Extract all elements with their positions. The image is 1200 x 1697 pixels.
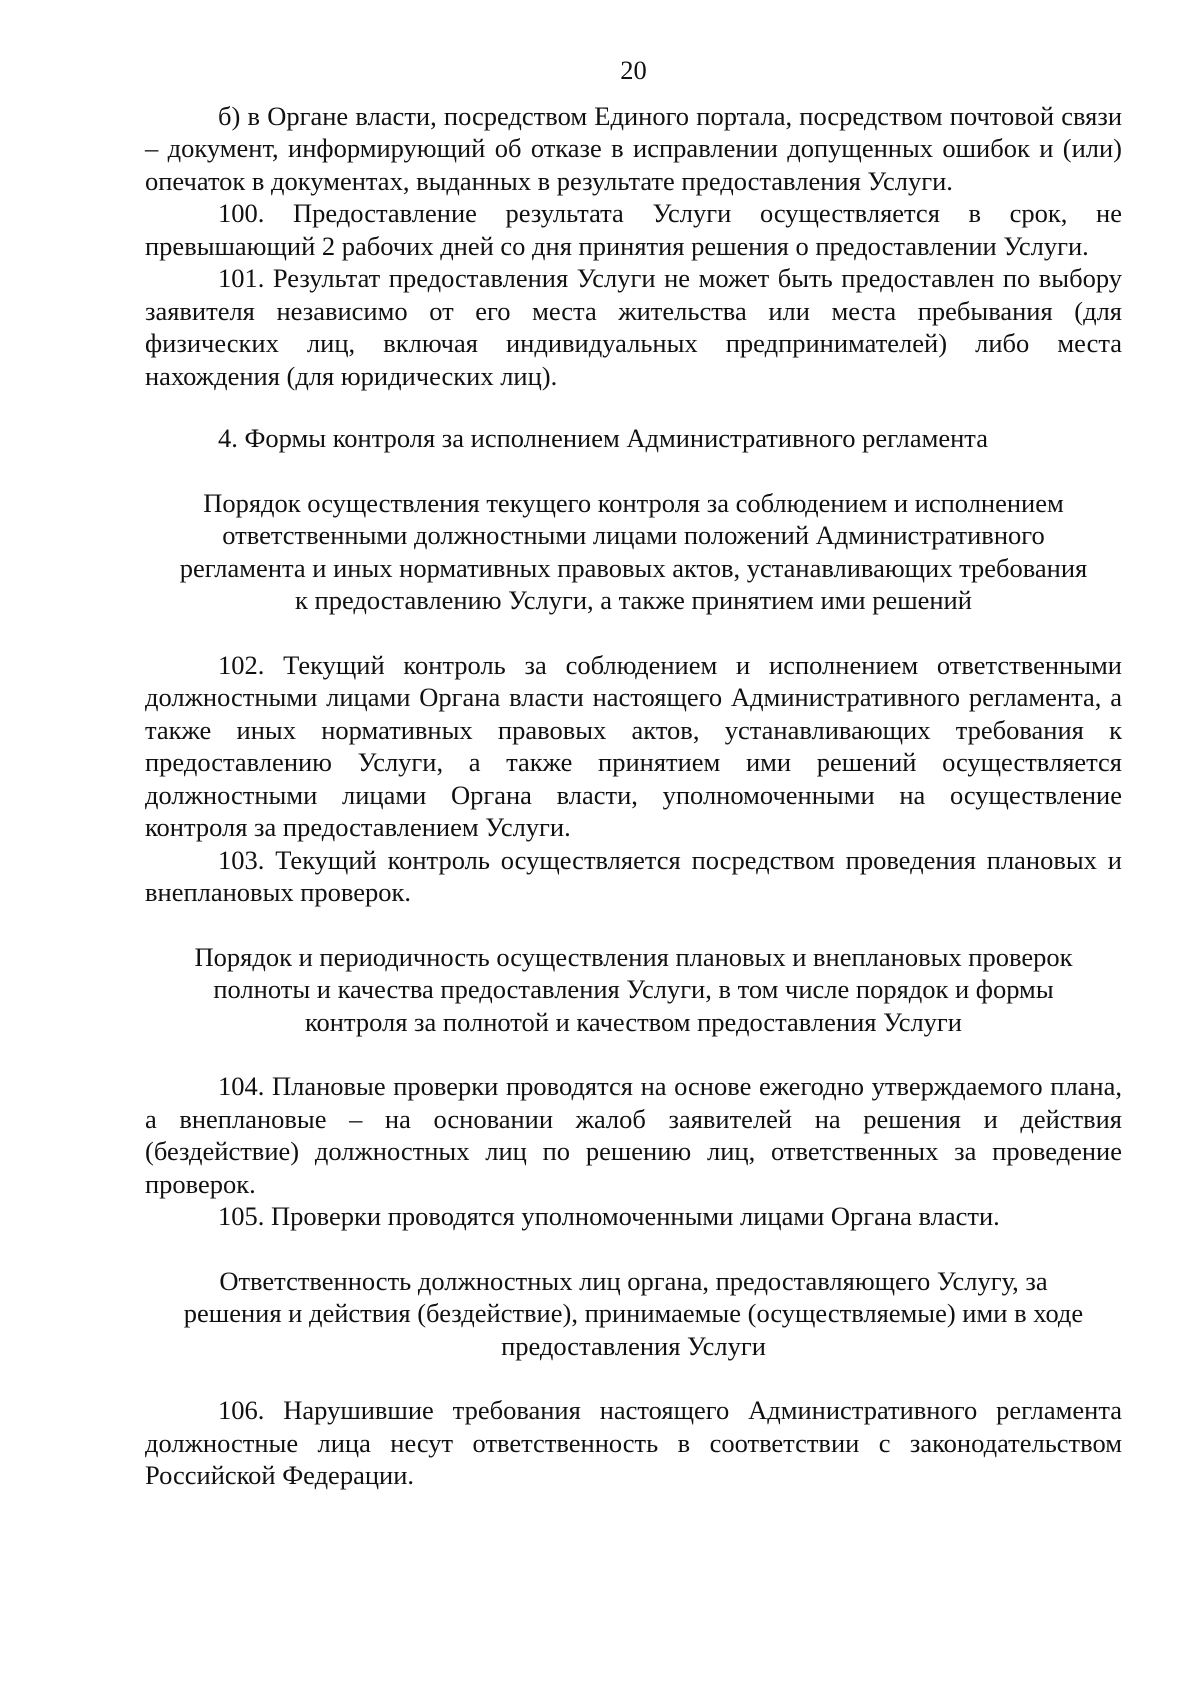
subheading-line: Порядок осуществления текущего контроля за соблюдением и исполнением [203,487,1064,518]
document-page [145,54,1122,1492]
paragraph-103: 103. Текущий контроль осуществляется посредством проведения плановых и внеплановых проверок. [145,844,1122,907]
subheading-line: контроля за полнотой и качеством предоставления Услуги [305,1006,962,1037]
paragraph-105: 105. Проверки проводятся уполномоченными лицами Органа власти. [218,1201,1000,1231]
section-heading: 4. Формы контроля за исполнением Административного регламента [218,423,988,453]
subheading-line: регламента и иных нормативных правовых актов, устанавливающих требования [179,552,1088,583]
subheading-line: Порядок и периодичность осуществления плановых и внеплановых проверок [194,941,1073,972]
paragraph-104: 104. Плановые проверки проводятся на основе ежегодно утверждаемого плана, а внеплановые – на основании жалоб заявителей на решения и действия (бездействие) должностных лиц по решению лиц, ответственных за проведение проверок. [145,1071,1122,1199]
page-number: 20 [620,55,647,85]
paragraph-102: 102. Текущий контроль за соблюдением и исполнением ответственными должностными лицами Органа власти настоящего Административного регламента, а также иных нормативных правовых актов, устанавливающих требования к предоставлению Услуги, а также принятием ими решений осуществляется должностными лицами Органа власти, уполномоченными на осуществление контроля за предоставлением Услуги. [145,649,1122,842]
subheading-line: предоставления Услуги [501,1330,766,1361]
subheading-current-control [145,487,1122,617]
subheading-inspections [145,941,1122,1039]
paragraph-101: 101. Результат предоставления Услуги не может быть предоставлен по выбору заявителя независимо от его места жительства или места пребывания (для физических лиц, включая индивидуальных предпринимателей) либо места нахождения (для юридических лиц). [145,263,1122,391]
subheading-responsibility [145,1265,1122,1363]
subheading-line: решения и действия (бездействие), принимаемые (осуществляемые) ими в ходе [183,1298,1084,1328]
subheading-line: ответственными должностными лицами положений Административного [222,520,1045,550]
paragraph-100: 100. Предоставление результата Услуги осуществляется в срок, не превышающий 2 рабочих дней со дня принятия решения о предоставлении Услуги. [145,198,1122,261]
paragraph-106: 106. Нарушившие требования настоящего Административного регламента должностные лица несут ответственность в соответствии с законодательством Российской Федерации. [145,1395,1122,1490]
paragraph-b: б) в Органе власти, посредством Единого портала, посредством почтовой связи – документ, информирующий об отказе в исправлении допущенных ошибок и (или) опечаток в документах, выданных в результате предоставления Услуги. [145,100,1122,196]
subheading-line: полноты и качества предоставления Услуги, в том числе порядок и формы [213,974,1054,1004]
subheading-line: к предоставлению Услуги, а также принятием ими решений [295,585,972,615]
subheading-line: Ответственность должностных лиц органа, предоставляющего Услугу, за [219,1265,1048,1296]
